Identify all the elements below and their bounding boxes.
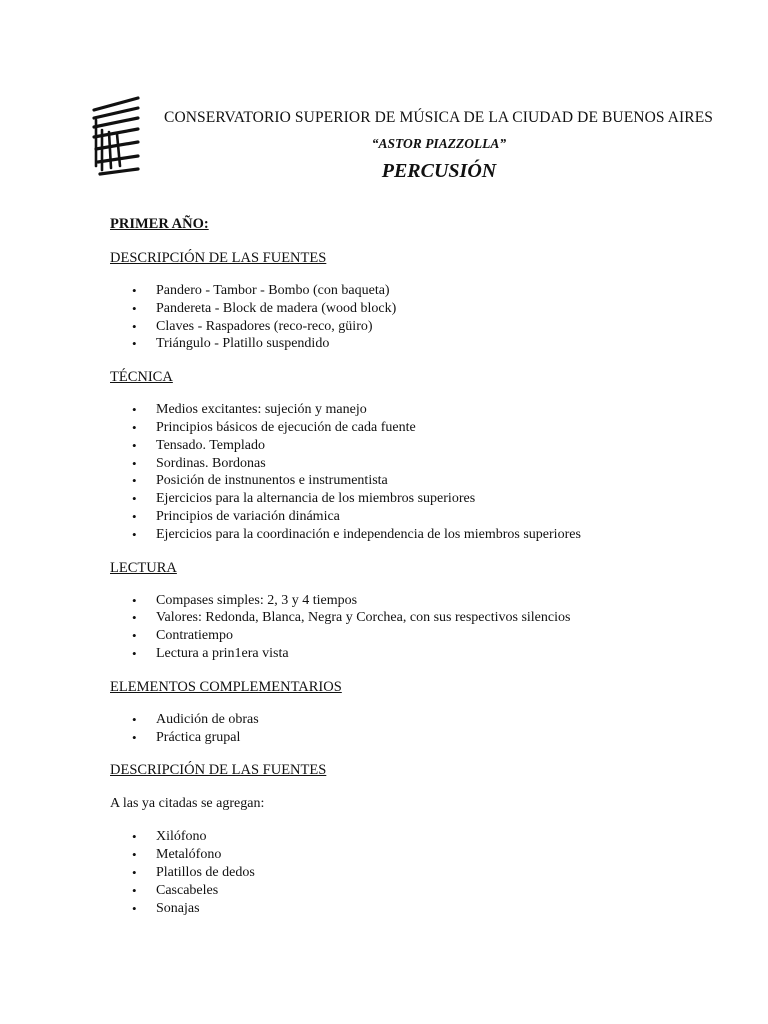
bullet-icon: • [132,508,137,524]
list-item-text: Valores: Redonda, Blanca, Negra y Corchea, con sus respectivos silencios [156,610,571,626]
list-item [110,846,730,864]
bullet-icon: • [132,283,137,298]
list-item-text: Triángulo - Platillo suspendido [156,336,330,352]
bullet-icon: • [132,882,137,898]
list-item [110,282,730,300]
list-item [110,526,730,544]
section-heading: ELEMENTOS COMPLEMENTARIOS [110,678,342,695]
institution-name: CONSERVATORIO SUPERIOR DE MÚSICA DE LA CIUDAD DE BUENOS AIRES [164,109,714,126]
list-item [110,711,730,729]
bullet-icon: • [132,318,137,334]
list-item [110,508,730,526]
list-item [110,490,730,508]
list-item [110,318,730,336]
list-item [110,609,730,627]
list-item [110,437,730,455]
list-item-text: Práctica grupal [156,729,241,745]
bullet-icon: • [132,645,137,661]
bullet-icon: • [132,711,137,727]
list-item [110,864,730,882]
sections-container [110,248,730,917]
bullet-list [110,711,730,747]
list-item [110,882,730,900]
list-item-text: Contratiempo [156,628,233,644]
section-heading: DESCRIPCIÓN DE LAS FUENTES [110,762,327,779]
bullet-icon: • [132,864,137,880]
bullet-icon: • [132,336,137,352]
bullet-list [110,828,730,917]
bullet-icon: • [132,300,137,316]
list-item-text: Claves - Raspadores (reco-reco, güiro) [156,318,373,334]
list-item-text: Ejercicios para la coordinación e independencia de los miembros superiores [156,526,581,542]
list-item-text: Posición de instnunentos e instrumentista [156,473,388,489]
section-heading: DESCRIPCIÓN DE LAS FUENTES [110,250,327,266]
list-item-text: Xilófono [156,829,207,845]
bullet-icon: • [132,628,137,644]
document-body [110,214,730,931]
list-item [110,729,730,747]
list-item-text: Cascabeles [156,882,219,898]
list-item-text: Principios de variación dinámica [156,508,340,524]
list-item-text: Ejercicios para la alternancia de los miembros superiores [156,491,476,507]
bullet-list [110,592,730,663]
bullet-icon: • [132,729,137,745]
list-item-text: Sonajas [156,900,200,916]
list-item-text: Pandero - Tambor - Bombo (con baqueta) [156,283,390,298]
list-item-text: Compases simples: 2, 3 y 4 tiempos [156,592,358,608]
list-item-text: Lectura a prin1era vista [156,645,289,661]
list-item [110,900,730,918]
list-item [110,300,730,318]
bullet-icon: • [132,437,137,453]
list-item [110,472,730,490]
list-item-text: Sordinas. Bordonas [156,455,266,471]
bullet-icon: • [132,610,137,626]
bullet-icon: • [132,455,137,471]
list-item [110,627,730,645]
document-title: PERCUSIÓN [381,160,497,182]
section-heading: TÉCNICA [110,369,173,386]
bullet-icon: • [132,473,137,489]
list-item-text: Metalófono [156,847,222,863]
list-item [110,455,730,473]
bullet-list [110,401,730,543]
bullet-icon: • [132,419,137,435]
bullet-icon: • [132,900,137,916]
list-item-text: Medios excitantes: sujeción y manejo [156,402,367,418]
bullet-icon: • [132,592,137,608]
list-item [110,645,730,663]
bullet-icon: • [132,526,137,542]
bullet-icon: • [132,491,137,507]
section-intro: A las ya citadas se agregan: [110,796,265,812]
bullet-icon: • [132,402,137,418]
institution-subtitle: “ASTOR PIAZZOLLA” [371,136,507,151]
list-item-text: Pandereta - Block de madera (wood block) [156,300,397,316]
list-item [110,401,730,419]
year-heading: PRIMER AÑO: [110,216,209,232]
bullet-list [110,282,730,353]
bullet-icon: • [132,847,137,863]
list-item-text: Principios básicos de ejecución de cada fuente [156,419,416,435]
list-item-text: Tensado. Templado [156,437,265,453]
list-item [110,592,730,610]
list-item [110,419,730,437]
section-heading: LECTURA [110,559,177,576]
list-item-text: Audición de obras [156,711,259,727]
list-item [110,828,730,846]
list-item-text: Platillos de dedos [156,864,255,880]
bullet-icon: • [132,829,137,845]
list-item [110,335,730,353]
